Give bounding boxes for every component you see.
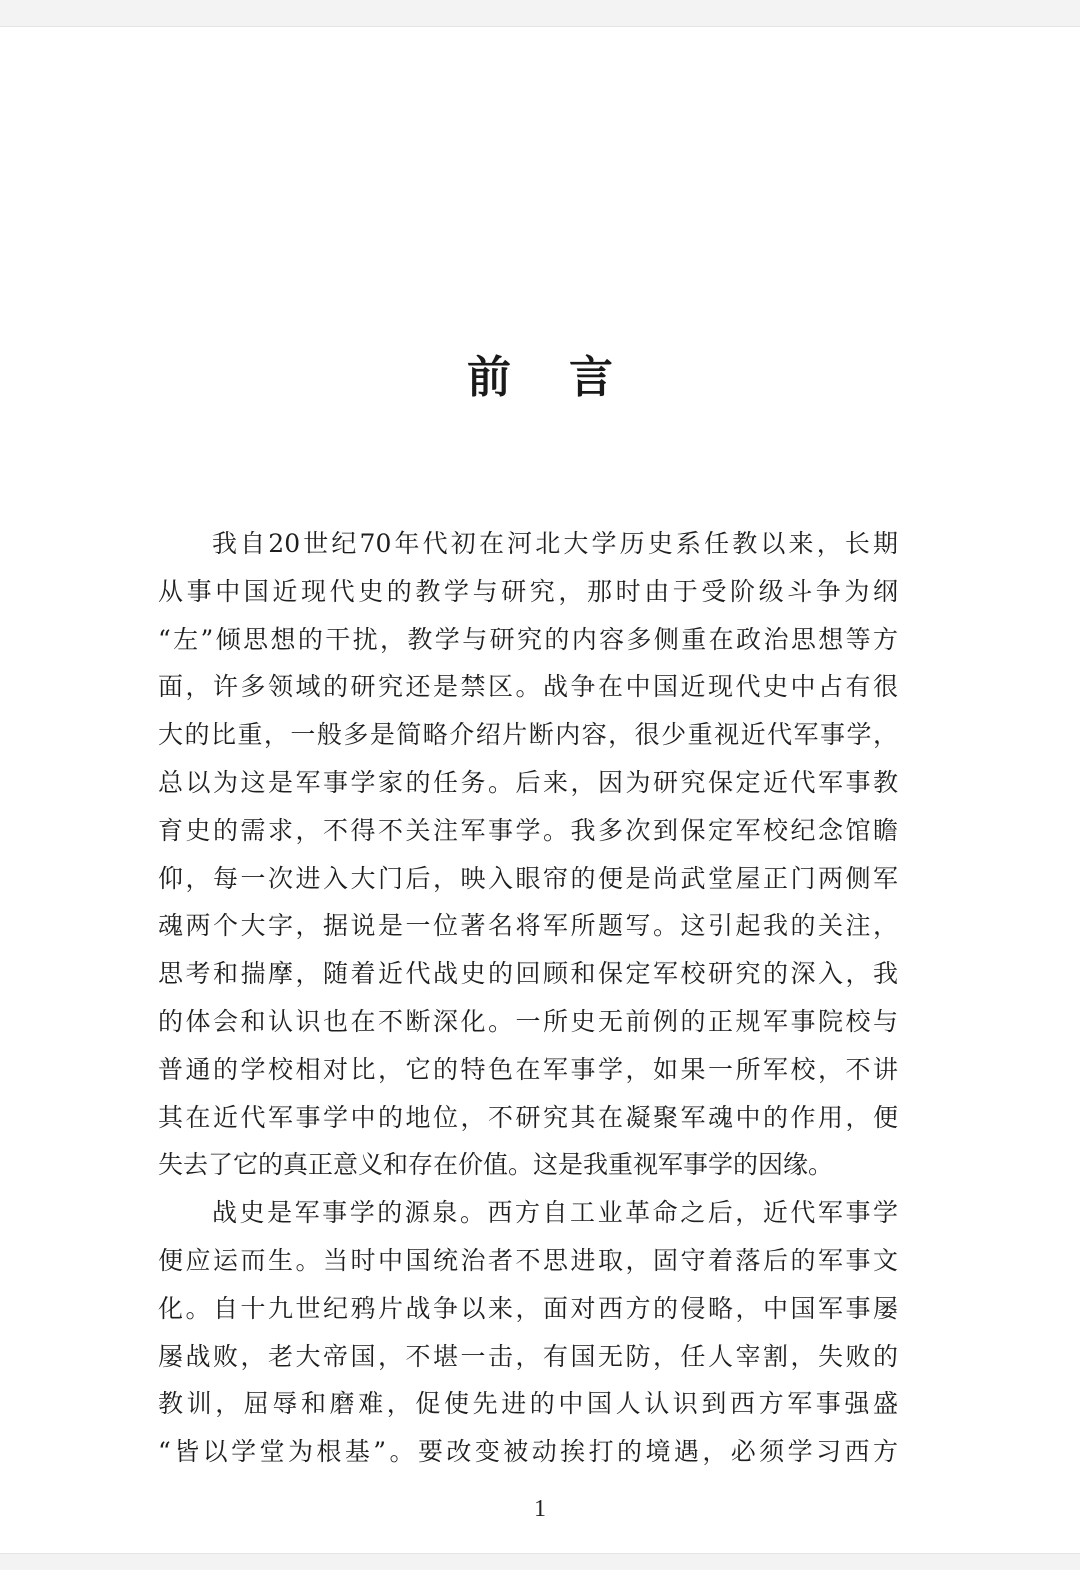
book-page: [0, 26, 1080, 1554]
text-line: 失去了它的真正意义和存在价值。这是我重视军事学的因缘。: [158, 1150, 834, 1180]
text-line: 大的比重，一般多是简略介绍片断内容，很少重视近代军事学，: [158, 720, 898, 750]
text-line: 化。自十九世纪鸦片战争以来，面对西方的侵略，中国军事屡: [158, 1293, 898, 1323]
text-line: 面，许多领域的研究还是禁区。战争在中国近现代史中占有很: [158, 672, 898, 702]
text-line: “皆以学堂为根基”。要改变被动挨打的境遇，必须学习西方: [158, 1437, 898, 1467]
text-line: 其在近代军事学中的地位，不研究其在凝聚军魂中的作用，便: [158, 1102, 898, 1132]
text-line: 屡战败，老大帝国，不堪一击，有国无防，任人宰割，失败的: [158, 1341, 898, 1371]
page-number: 1: [534, 1496, 546, 1522]
text-line: 从事中国近现代史的教学与研究，那时由于受阶级斗争为纲: [158, 576, 898, 606]
text-line: 魂两个大字，据说是一位著名将军所题写。这引起我的关注，: [158, 911, 898, 941]
text-line: 便应运而生。当时中国统治者不思进取，固守着落后的军事文: [158, 1245, 898, 1275]
text-line: 我自20世纪70年代初在河北大学历史系任教以来，长期: [212, 529, 898, 558]
text-line: 普通的学校相对比，它的特色在军事学，如果一所军校，不讲: [158, 1054, 898, 1084]
text-line: 总以为这是军事学家的任务。后来，因为研究保定近代军事教: [158, 767, 898, 797]
text-line: 育史的需求，不得不关注军事学。我多次到保定军校纪念馆瞻: [158, 815, 898, 845]
text-line: 的体会和认识也在不断深化。一所史无前例的正规军事院校与: [158, 1006, 898, 1036]
body-text: [158, 520, 898, 1476]
text-line: 教训，屈辱和磨难，促使先进的中国人认识到西方军事强盛: [158, 1389, 898, 1419]
page-title: 前言: [467, 352, 671, 403]
text-line: 仰，每一次进入大门后，映入眼帘的便是尚武堂屋正门两侧军: [158, 863, 898, 893]
text-line: 战史是军事学的源泉。西方自工业革命之后，近代军事学: [212, 1198, 898, 1228]
text-line: “左”倾思想的干扰，教学与研究的内容多侧重在政治思想等方: [158, 624, 898, 654]
text-line: 思考和揣摩，随着近代战史的回顾和保定军校研究的深入，我: [158, 959, 898, 989]
